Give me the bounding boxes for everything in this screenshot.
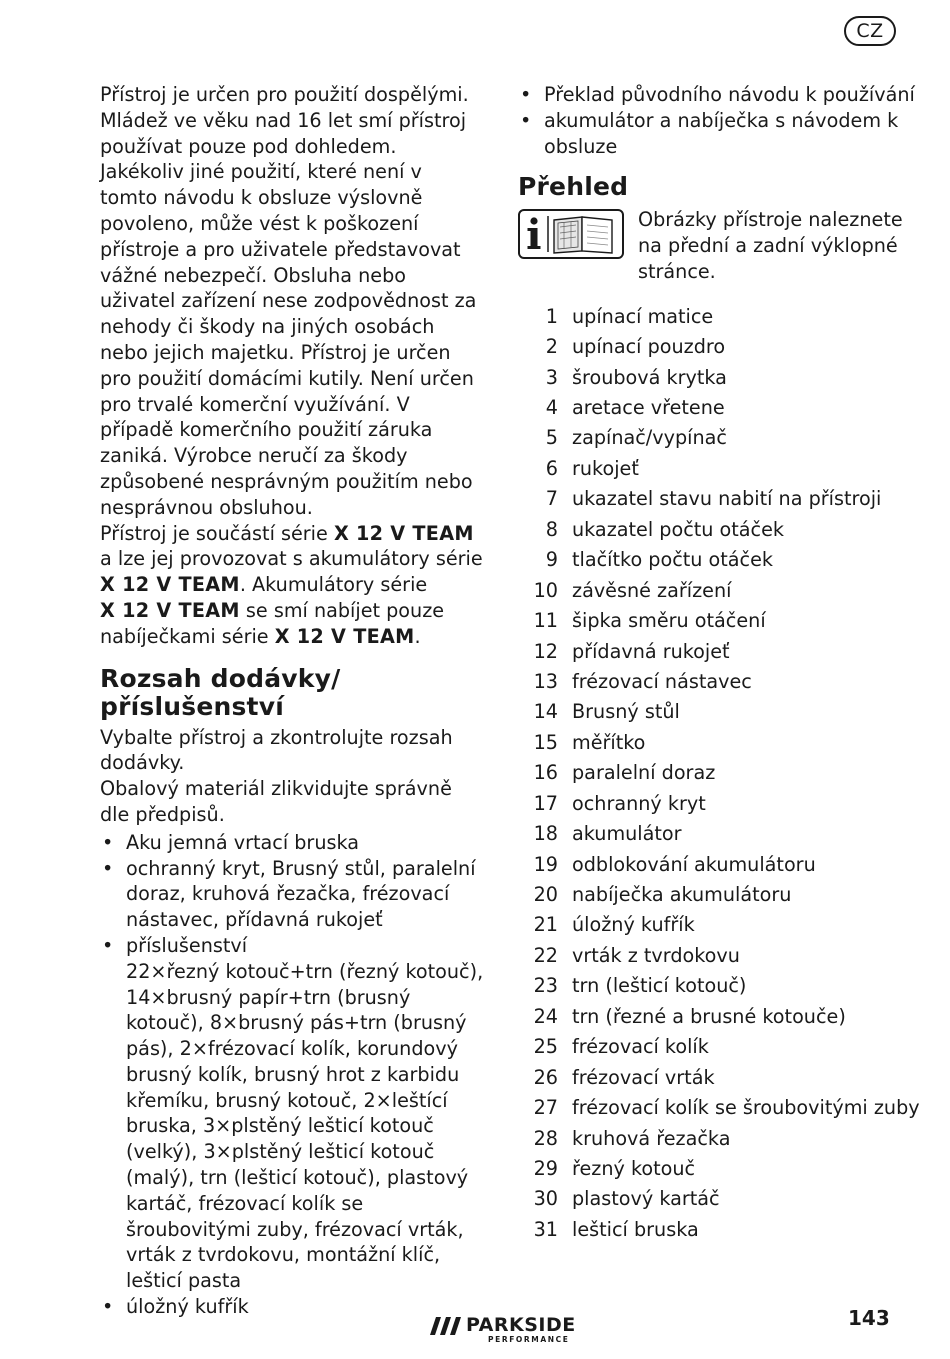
scope-heading-line-1: Rozsah dodávky/ xyxy=(100,663,341,693)
part-label: úložný kufřík xyxy=(572,913,695,937)
list-item xyxy=(518,819,918,849)
part-label: kruhová řezačka xyxy=(572,1126,731,1150)
list-item xyxy=(518,667,918,697)
part-number: 8 xyxy=(545,517,558,541)
part-number: 19 xyxy=(533,852,558,876)
list-item xyxy=(518,788,918,818)
part-number: 15 xyxy=(533,730,558,754)
list-item xyxy=(518,849,918,879)
part-label: měřítko xyxy=(572,730,646,754)
documentation-list xyxy=(518,82,918,159)
part-label: trn (řezné a brusné kotouče) xyxy=(572,1004,846,1028)
list-item xyxy=(518,454,918,484)
list-item xyxy=(518,758,918,788)
part-label: frézovací kolík se šroubovitými zuby xyxy=(572,1096,920,1120)
list-item: • Aku jemná vrtací bruska xyxy=(100,830,485,856)
part-label: frézovací nástavec xyxy=(572,669,752,693)
part-number: 27 xyxy=(533,1096,558,1120)
part-label: aretace vřetene xyxy=(572,396,725,420)
list-item xyxy=(518,514,918,544)
list-item xyxy=(518,332,918,362)
list-item xyxy=(518,301,918,331)
list-item xyxy=(518,1184,918,1214)
list-item: • Překlad původního návodu k používání xyxy=(518,82,918,108)
part-number: 3 xyxy=(545,365,558,389)
part-number: 1 xyxy=(545,304,558,328)
list-item xyxy=(518,910,918,940)
part-number: 9 xyxy=(545,548,558,572)
part-number: 5 xyxy=(545,426,558,450)
part-label: zapínač/vypínač xyxy=(572,426,727,450)
list-item xyxy=(518,1062,918,1092)
part-number: 17 xyxy=(533,791,558,815)
info-fold-out-pages-icon xyxy=(518,209,624,259)
part-label: nabíječka akumulátoru xyxy=(572,883,792,907)
part-number: 25 xyxy=(533,1035,558,1059)
part-number: 18 xyxy=(533,822,558,846)
series-text-3: . Akumulátory série xyxy=(239,573,428,597)
part-label: trn (lešticí kotouč) xyxy=(572,974,747,998)
list-item xyxy=(518,728,918,758)
part-label: Brusný stůl xyxy=(572,700,680,724)
list-item xyxy=(518,362,918,392)
accessories-text: 22×řezný kotouč+trn (řezný kotouč), 14×brusný papír+trn (brusný kotouč), 8×brusný pás+trn (brusný pás), 2×frézovací kolík, korundový brusný kolík, brusný hrot z karbidu křemíku, brusný kotouč, 2×leštící bruska, 3×plstěný lešticí kotouč (velký), 3×plstěný lešticí kotouč (malý), trn (lešticí kotouč), plastový kartáč, frézovací kolík se šroubovitými zuby, frézovací vrták, vrták z tvrdokovu, montážní klíč, lešticí pasta xyxy=(126,959,484,1293)
parkside-logo xyxy=(430,1313,590,1349)
part-label: paralelní doraz xyxy=(572,761,716,785)
part-label: frézovací vrták xyxy=(572,1065,715,1089)
part-number: 29 xyxy=(533,1156,558,1180)
part-number: 10 xyxy=(533,578,558,602)
part-label: upínací matice xyxy=(572,304,714,328)
part-label: závěsné zařízení xyxy=(572,578,732,602)
list-item xyxy=(518,1215,918,1245)
list-item xyxy=(518,880,918,910)
series-text-1: Přístroj je součástí série xyxy=(100,521,334,545)
list-item xyxy=(518,1093,918,1123)
list-item xyxy=(518,484,918,514)
part-number: 14 xyxy=(533,700,558,724)
list-item: • ochranný kryt, Brusný stůl, paralelní doraz, kruhová řezačka, frézovací nástavec, přídavná rukojeť xyxy=(100,856,485,933)
part-label: tlačítko počtu otáček xyxy=(572,548,774,572)
part-number: 28 xyxy=(533,1126,558,1150)
series-name: X 12 V TEAM xyxy=(333,521,474,545)
list-item xyxy=(518,1001,918,1031)
scope-heading-line-2: příslušenství xyxy=(100,691,284,721)
right-column xyxy=(518,82,918,1245)
part-label: plastový kartáč xyxy=(572,1187,720,1211)
intro-paragraph-1: Přístroj je určen pro použití dospělými. Mládež ve věku nad 16 let smí přístroj používat pouze pod dohledem. xyxy=(100,83,469,158)
part-label: akumulátor xyxy=(572,822,682,846)
series-name: X 12 V TEAM xyxy=(100,573,240,597)
scope-list xyxy=(100,830,485,1320)
part-number: 21 xyxy=(533,913,558,937)
scope-paragraph-1: Vybalte přístroj a zkontrolujte rozsah dodávky. xyxy=(100,725,453,775)
part-label: řezný kotouč xyxy=(572,1156,696,1180)
part-number: 30 xyxy=(533,1187,558,1211)
list-item xyxy=(518,423,918,453)
scope-paragraph-2: Obalový materiál zlikvidujte správně dle předpisů. xyxy=(100,777,452,826)
brand-name: PARKSIDE xyxy=(466,1314,576,1336)
part-label: upínací pouzdro xyxy=(572,335,726,359)
part-number: 13 xyxy=(533,669,558,693)
list-item xyxy=(518,697,918,727)
part-number: 26 xyxy=(533,1065,558,1089)
list-item xyxy=(518,636,918,666)
part-label: rukojeť xyxy=(572,456,639,480)
parts-list xyxy=(518,301,918,1245)
part-label: vrták z tvrdokovu xyxy=(572,943,740,967)
part-label: ukazatel počtu otáček xyxy=(572,517,785,541)
part-number: 23 xyxy=(533,974,558,998)
list-item xyxy=(518,545,918,575)
part-label: frézovací kolík xyxy=(572,1035,709,1059)
part-label: přídavná rukojeť xyxy=(572,639,730,663)
series-text-2: a lze jej provozovat s akumulátory série xyxy=(100,547,483,571)
series-name: X 12 V TEAM xyxy=(274,624,415,648)
part-number: 2 xyxy=(545,335,558,359)
part-number: 22 xyxy=(533,943,558,967)
list-item xyxy=(518,971,918,1001)
list-item: • akumulátor a nabíječka s návodem k obsluze xyxy=(518,108,918,160)
list-item xyxy=(518,1123,918,1153)
part-number: 12 xyxy=(533,639,558,663)
series-paragraph xyxy=(100,521,485,650)
left-column xyxy=(100,82,485,1320)
series-text-4: se smí nabíjet pouze nabíječkami série xyxy=(100,598,445,648)
logo-slashes-icon xyxy=(430,1317,464,1335)
list-item-accessories xyxy=(100,933,485,1294)
list-item xyxy=(518,1032,918,1062)
brand-subtitle: PERFORMANCE xyxy=(488,1335,570,1344)
list-item xyxy=(518,575,918,605)
part-number: 24 xyxy=(533,1004,558,1028)
part-number: 20 xyxy=(533,883,558,907)
info-text: Obrázky přístroje naleznete na přední a zadní výklopné stránce. xyxy=(638,208,903,283)
scope-heading xyxy=(100,665,485,721)
list-item xyxy=(518,1154,918,1184)
intro-paragraph-2: Jakékoliv jiné použití, které není v tomto návodu k obsluze výslovně povoleno, může vést k poškození přístroje a pro uživatele představovat vážné nebezpečí. Obsluha nebo uživatel zařízení nese zodpovědnost za nehody či škody na jiných osobách nebo jejich majetku. Přístroj je určen pro použití domácími kutily. Není určen pro trvalé komerční využívání. V případě komerčního použití záruka zaniká. Výrobce neručí za škody způsobené nesprávným použitím nebo nesprávnou obsluhou. xyxy=(100,160,477,519)
list-item xyxy=(518,606,918,636)
part-label: šroubová krytka xyxy=(572,365,727,389)
part-label: ukazatel stavu nabití na přístroji xyxy=(572,487,882,511)
list-item xyxy=(518,941,918,971)
part-label: odblokování akumulátoru xyxy=(572,852,816,876)
accessories-label: příslušenství xyxy=(126,933,248,957)
list-item xyxy=(518,393,918,423)
part-number: 16 xyxy=(533,761,558,785)
language-badge: CZ xyxy=(844,16,896,46)
part-label: šipka směru otáčení xyxy=(572,609,766,633)
series-text-5: . xyxy=(414,624,421,648)
part-number: 4 xyxy=(545,396,558,420)
part-label: lešticí bruska xyxy=(572,1217,699,1241)
part-label: ochranný kryt xyxy=(572,791,706,815)
series-name: X 12 V TEAM xyxy=(100,598,240,622)
part-number: 7 xyxy=(545,487,558,511)
page-number: 143 xyxy=(848,1306,890,1330)
overview-heading: Přehled xyxy=(518,172,629,202)
part-number: 6 xyxy=(545,456,558,480)
list-item: • úložný kufřík xyxy=(100,1294,485,1320)
part-number: 11 xyxy=(533,609,558,633)
info-note xyxy=(518,207,918,295)
part-number: 31 xyxy=(533,1217,558,1241)
